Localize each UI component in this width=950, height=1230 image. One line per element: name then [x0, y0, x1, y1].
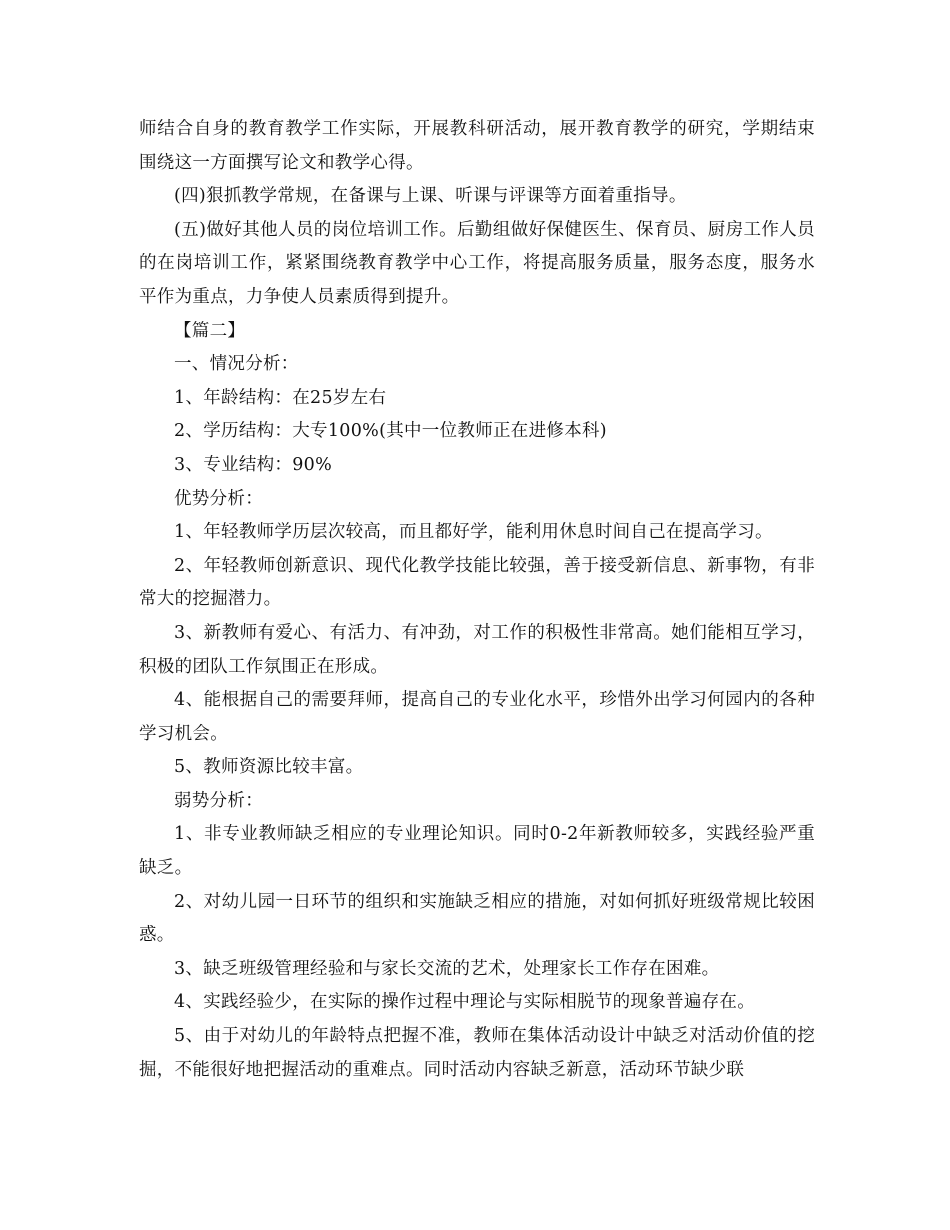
paragraph-continuation: 师结合自身的教育教学工作实际，开展教科研活动，展开教育教学的研究，学期结束围绕这一方面撰写论文和教学心得。: [139, 119, 815, 173]
strength-item-1: 1、年轻教师学历层次较高，而且都好学，能利用休息时间自己在提高学习。: [174, 522, 773, 543]
heading-weaknesses: 弱势分析：: [174, 790, 263, 811]
strength-item-4: 4、能根据自己的需要拜师，提高自己的专业化水平，珍惜外出学习何园内的各种学习机会。: [139, 690, 815, 744]
section-heading-part-two: 【篇二】: [174, 320, 246, 341]
strength-item-2: 2、年轻教师创新意识、现代化教学技能比较强，善于接受新信息、新事物，有非常大的挖掘潜力。: [139, 555, 815, 610]
list-item-age-structure: 1、年龄结构：在25岁左右: [174, 387, 387, 408]
list-item-major-structure: 3、专业结构：90%: [174, 454, 333, 475]
document-body: [139, 113, 815, 1087]
weakness-item-5: 5、由于对幼儿的年龄特点把握不准，教师在集体活动设计中缺乏对活动价值的挖掘，不能很好地把握活动的重难点。同时活动内容缺乏新意，活动环节缺少联: [139, 1026, 815, 1080]
weakness-item-1: 1、非专业教师缺乏相应的专业理论知识。同时0-2年新教师较多，实践经验严重缺乏。: [139, 824, 815, 879]
heading-strengths: 优势分析：: [174, 488, 263, 509]
paragraph-item-5: (五)做好其他人员的岗位培训工作。后勤组做好保健医生、保育员、厨房工作人员的在岗培训工作，紧紧围绕教育教学中心工作，将提高服务质量，服务态度，服务水平作为重点，力争使人员素质得到提升。: [139, 219, 815, 307]
weakness-item-3: 3、缺乏班级管理经验和与家长交流的艺术，处理家长工作存在困难。: [174, 958, 720, 979]
strength-item-3: 3、新教师有爱心、有活力、有冲劲，对工作的积极性非常高。她们能相互学习，积极的团队工作氛围正在形成。: [139, 622, 815, 677]
paragraph-item-4: (四)狠抓教学常规，在备课与上课、听课与评课等方面着重指导。: [174, 186, 687, 207]
list-item-education-structure: 2、学历结构：大专100%(其中一位教师正在进修本科): [174, 421, 607, 442]
weakness-item-2: 2、对幼儿园一日环节的组织和实施缺乏相应的措施，对如何抓好班级常规比较困惑。: [139, 891, 815, 946]
strength-item-5: 5、教师资源比较丰富。: [174, 757, 364, 778]
weakness-item-4: 4、实践经验少，在实际的操作过程中理论与实际相脱节的现象普遍存在。: [174, 992, 756, 1013]
heading-situation-analysis: 一、情况分析：: [174, 354, 299, 375]
